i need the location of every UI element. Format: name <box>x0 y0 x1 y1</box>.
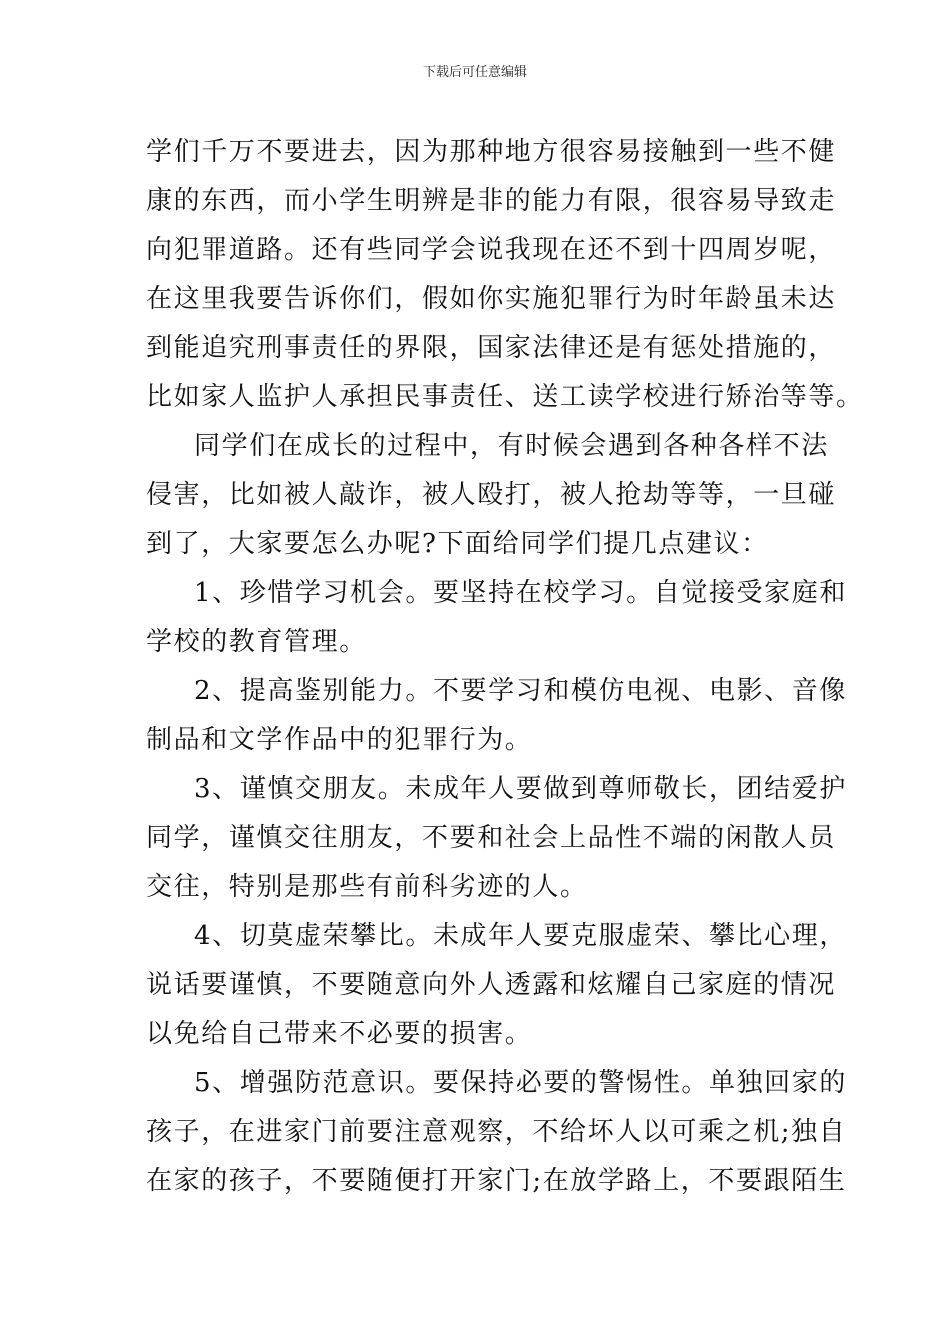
text-line: 说话要谨慎，不要随意向外人透露和炫耀自己家庭的情况 <box>146 970 837 1000</box>
suggestion-5: 5、增强防范意识。要保持必要的警惕性。单独回家的 <box>194 1068 847 1098</box>
text-line: 向犯罪道路。还有些同学会说我现在还不到十四周岁呢， <box>146 235 837 265</box>
suggestion-4: 4、切莫虚荣攀比。未成年人要克服虚荣、攀比心理， <box>194 921 847 951</box>
text-line: 同学，谨慎交往朋友，不要和社会上品性不端的闲散人员 <box>146 823 837 853</box>
text-line: 到了，大家要怎么办呢?下面给同学们提几点建议： <box>146 529 769 559</box>
suggestion-3: 3、谨慎交朋友。未成年人要做到尊师敬长，团结爱护 <box>194 774 847 804</box>
text-line: 交往，特别是那些有前科劣迹的人。 <box>146 872 588 902</box>
text-line: 学校的教育管理。 <box>146 627 367 657</box>
suggestion-1: 1、珍惜学习机会。要坚持在校学习。自觉接受家庭和 <box>194 578 847 608</box>
text-line: 侵害，比如被人敲诈，被人殴打，被人抢劫等等，一旦碰 <box>146 480 837 510</box>
suggestion-2: 2、提高鉴别能力。不要学习和模仿电视、电影、音像 <box>194 676 847 706</box>
text-line: 学们千万不要进去，因为那种地方很容易接触到一些不健 <box>146 137 837 167</box>
text-line: 到能追究刑事责任的界限，国家法律还是有惩处措施的， <box>146 333 837 363</box>
text-line: 制品和文学作品中的犯罪行为。 <box>146 725 533 755</box>
text-line: 康的东西，而小学生明辨是非的能力有限，很容易导致走 <box>146 186 837 216</box>
page-header: 下载后可任意编辑 <box>422 65 527 80</box>
paragraph-start: 同学们在成长的过程中，有时候会遇到各种各样不法 <box>194 431 829 461</box>
text-line: 比如家人监护人承担民事责任、送工读学校进行矫治等等。 <box>146 382 864 412</box>
text-line: 孩子，在进家门前要注意观察，不给坏人以可乘之机;独自 <box>146 1117 847 1147</box>
text-line: 以免给自己带来不必要的损害。 <box>146 1019 533 1049</box>
body-text <box>146 128 864 1206</box>
text-line: 在这里我要告诉你们，假如你实施犯罪行为时年龄虽未达 <box>146 284 837 314</box>
text-line: 在家的孩子，不要随便打开家门;在放学路上，不要跟陌生 <box>146 1166 847 1196</box>
